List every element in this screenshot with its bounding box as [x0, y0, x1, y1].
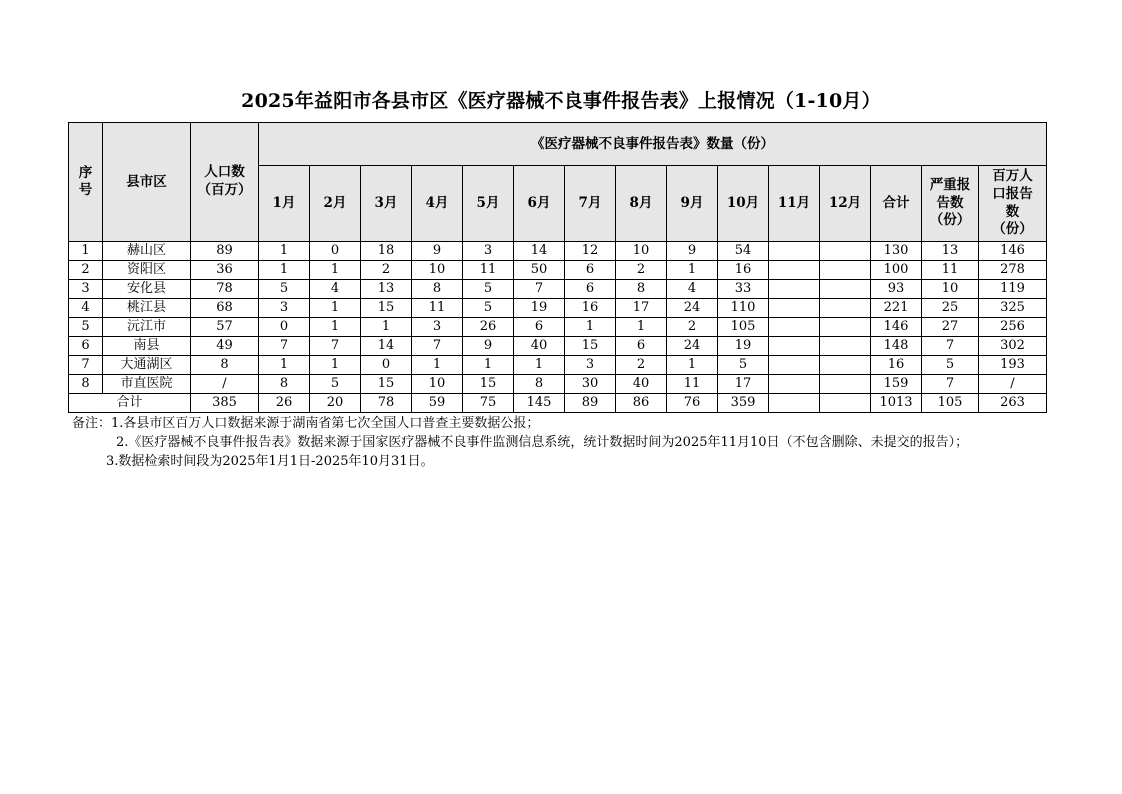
note-3: 3.数据检索时间段为2025年1月1日-2025年10月31日。: [106, 454, 434, 469]
cell-population: 57: [191, 318, 259, 337]
cell-month: 6: [565, 261, 616, 280]
header-month: 1月: [259, 166, 310, 242]
cell-month: 78: [361, 394, 412, 413]
cell-month: 105: [718, 318, 769, 337]
header-month: 10月: [718, 166, 769, 242]
cell-total: 100: [871, 261, 922, 280]
cell-seq: 6: [69, 337, 103, 356]
cell-month: 1: [310, 261, 361, 280]
cell-month: 16: [565, 299, 616, 318]
cell-month: 14: [514, 242, 565, 261]
cell-month: 15: [361, 299, 412, 318]
cell-month: 8: [259, 375, 310, 394]
cell-month: 7: [259, 337, 310, 356]
table-row: [69, 356, 1047, 375]
cell-per-million: 263: [979, 394, 1047, 413]
cell-serious: 5: [922, 356, 979, 375]
cell-county: 市直医院: [103, 375, 191, 394]
cell-month: 0: [310, 242, 361, 261]
cell-per-million: 325: [979, 299, 1047, 318]
cell-month: 5: [463, 280, 514, 299]
table-row: [69, 280, 1047, 299]
cell-month: 1: [259, 356, 310, 375]
cell-month: 4: [310, 280, 361, 299]
cell-month: 33: [718, 280, 769, 299]
note-1: 备注：1.各县市区百万人口数据来源于湖南省第七次全国人口普查主要数据公报；: [72, 416, 540, 431]
cell-month: 50: [514, 261, 565, 280]
cell-month: 1: [463, 356, 514, 375]
cell-month: 4: [667, 280, 718, 299]
cell-month: 6: [616, 337, 667, 356]
cell-month: [820, 261, 871, 280]
cell-month: 75: [463, 394, 514, 413]
cell-month: 8: [412, 280, 463, 299]
cell-month: [820, 280, 871, 299]
cell-month: [769, 375, 820, 394]
cell-county: 桃江县: [103, 299, 191, 318]
cell-population: 36: [191, 261, 259, 280]
cell-month: 10: [412, 261, 463, 280]
header-month: 9月: [667, 166, 718, 242]
cell-month: 145: [514, 394, 565, 413]
table-row: [69, 261, 1047, 280]
cell-per-million: 278: [979, 261, 1047, 280]
cell-seq: 5: [69, 318, 103, 337]
cell-month: 3: [412, 318, 463, 337]
cell-month: 15: [463, 375, 514, 394]
header-serious: [922, 166, 979, 242]
cell-total: 1013: [871, 394, 922, 413]
cell-month: 14: [361, 337, 412, 356]
cell-month: 18: [361, 242, 412, 261]
cell-population: 49: [191, 337, 259, 356]
table-row: [69, 318, 1047, 337]
cell-month: 24: [667, 337, 718, 356]
cell-month: [820, 299, 871, 318]
cell-month: 2: [667, 318, 718, 337]
header-population-text: 人口数（百万）: [197, 164, 252, 198]
cell-total: 146: [871, 318, 922, 337]
cell-month: 359: [718, 394, 769, 413]
cell-month: 3: [463, 242, 514, 261]
header-report-group: 《医疗器械不良事件报告表》数量（份）: [259, 123, 1047, 166]
cell-population: 78: [191, 280, 259, 299]
cell-month: 19: [718, 337, 769, 356]
cell-total: 93: [871, 280, 922, 299]
cell-month: 3: [259, 299, 310, 318]
cell-month: 1: [361, 318, 412, 337]
cell-month: 2: [616, 261, 667, 280]
cell-month: 10: [616, 242, 667, 261]
cell-month: 15: [361, 375, 412, 394]
cell-month: 30: [565, 375, 616, 394]
report-title: 2025年益阳市各县市区《医疗器械不良事件报告表》上报情况（1-10月）: [241, 90, 881, 112]
cell-serious: 27: [922, 318, 979, 337]
header-month: 6月: [514, 166, 565, 242]
cell-month: 19: [514, 299, 565, 318]
cell-month: 1: [310, 318, 361, 337]
cell-summary-label: 合计: [69, 394, 191, 413]
cell-month: 2: [361, 261, 412, 280]
header-month: 3月: [361, 166, 412, 242]
cell-month: 9: [412, 242, 463, 261]
cell-month: 40: [616, 375, 667, 394]
cell-total: 16: [871, 356, 922, 375]
cell-population: 8: [191, 356, 259, 375]
table-row: [69, 299, 1047, 318]
cell-month: 26: [463, 318, 514, 337]
cell-month: 1: [514, 356, 565, 375]
cell-month: 20: [310, 394, 361, 413]
cell-month: 7: [514, 280, 565, 299]
cell-population: 385: [191, 394, 259, 413]
cell-month: 8: [616, 280, 667, 299]
cell-seq: 8: [69, 375, 103, 394]
note-2: 2.《医疗器械不良事件报告表》数据来源于国家医疗器械不良事件监测信息系统，统计数据时间为2025年11月10日（不包含删除、未提交的报告）；: [116, 435, 969, 450]
cell-month: 3: [565, 356, 616, 375]
header-month: 5月: [463, 166, 514, 242]
cell-month: 5: [259, 280, 310, 299]
cell-month: 1: [259, 242, 310, 261]
cell-month: 24: [667, 299, 718, 318]
cell-month: [820, 394, 871, 413]
cell-month: 2: [616, 356, 667, 375]
table-body: [69, 242, 1047, 413]
cell-month: 11: [667, 375, 718, 394]
header-seq: [69, 123, 103, 242]
cell-month: 17: [718, 375, 769, 394]
header-per-million-text: 百万人口报告数（份）: [992, 168, 1033, 238]
cell-county: 大通湖区: [103, 356, 191, 375]
cell-county: 安化县: [103, 280, 191, 299]
cell-month: 86: [616, 394, 667, 413]
table-row: [69, 375, 1047, 394]
cell-month: 5: [463, 299, 514, 318]
cell-total: 159: [871, 375, 922, 394]
cell-per-million: 146: [979, 242, 1047, 261]
header-month: 4月: [412, 166, 463, 242]
cell-month: 110: [718, 299, 769, 318]
cell-serious: 13: [922, 242, 979, 261]
cell-month: 1: [259, 261, 310, 280]
cell-serious: 105: [922, 394, 979, 413]
cell-month: 13: [361, 280, 412, 299]
cell-seq: 3: [69, 280, 103, 299]
cell-serious: 7: [922, 375, 979, 394]
cell-month: [820, 356, 871, 375]
cell-total: 221: [871, 299, 922, 318]
cell-month: 6: [565, 280, 616, 299]
cell-per-million: 193: [979, 356, 1047, 375]
cell-month: 76: [667, 394, 718, 413]
cell-serious: 11: [922, 261, 979, 280]
cell-month: 12: [565, 242, 616, 261]
cell-month: [769, 280, 820, 299]
cell-month: [820, 375, 871, 394]
cell-month: 17: [616, 299, 667, 318]
cell-month: 5: [718, 356, 769, 375]
cell-month: [769, 318, 820, 337]
cell-month: 8: [514, 375, 565, 394]
cell-month: 1: [565, 318, 616, 337]
cell-per-million: 302: [979, 337, 1047, 356]
cell-month: 1: [310, 299, 361, 318]
cell-month: [769, 394, 820, 413]
cell-total: 148: [871, 337, 922, 356]
header-month: 7月: [565, 166, 616, 242]
cell-month: 1: [310, 356, 361, 375]
cell-month: 1: [616, 318, 667, 337]
cell-month: [769, 356, 820, 375]
cell-month: 7: [310, 337, 361, 356]
header-per-million: [979, 166, 1047, 242]
cell-county: 南县: [103, 337, 191, 356]
cell-month: 54: [718, 242, 769, 261]
header-month: 11月: [769, 166, 820, 242]
cell-month: [820, 242, 871, 261]
cell-month: 9: [463, 337, 514, 356]
cell-per-million: /: [979, 375, 1047, 394]
cell-serious: 25: [922, 299, 979, 318]
cell-month: [769, 299, 820, 318]
table-row: [69, 242, 1047, 261]
notes: [72, 414, 1062, 471]
header-population: [191, 123, 259, 242]
header-seq-text: 序号: [78, 165, 93, 198]
cell-month: 26: [259, 394, 310, 413]
report-table: [68, 122, 1047, 413]
cell-per-million: 256: [979, 318, 1047, 337]
cell-month: 9: [667, 242, 718, 261]
cell-population: 68: [191, 299, 259, 318]
cell-seq: 7: [69, 356, 103, 375]
cell-month: [769, 242, 820, 261]
cell-month: 1: [412, 356, 463, 375]
cell-month: 6: [514, 318, 565, 337]
cell-total: 130: [871, 242, 922, 261]
cell-month: [769, 337, 820, 356]
header-serious-text: 严重报告数（份）: [929, 177, 971, 229]
cell-per-million: 119: [979, 280, 1047, 299]
cell-month: [820, 318, 871, 337]
cell-month: 1: [667, 356, 718, 375]
cell-month: [820, 337, 871, 356]
cell-county: 赫山区: [103, 242, 191, 261]
cell-month: 89: [565, 394, 616, 413]
cell-seq: 2: [69, 261, 103, 280]
header-month: 12月: [820, 166, 871, 242]
cell-county: 资阳区: [103, 261, 191, 280]
cell-month: 11: [412, 299, 463, 318]
cell-serious: 7: [922, 337, 979, 356]
cell-population: /: [191, 375, 259, 394]
cell-month: 0: [361, 356, 412, 375]
cell-month: 5: [310, 375, 361, 394]
cell-serious: 10: [922, 280, 979, 299]
cell-county: 沅江市: [103, 318, 191, 337]
cell-month: 1: [667, 261, 718, 280]
cell-month: 11: [463, 261, 514, 280]
table-row: [69, 337, 1047, 356]
cell-month: 16: [718, 261, 769, 280]
header-month: 2月: [310, 166, 361, 242]
cell-month: 0: [259, 318, 310, 337]
header-month: 8月: [616, 166, 667, 242]
cell-month: 40: [514, 337, 565, 356]
cell-seq: 1: [69, 242, 103, 261]
summary-row: [69, 394, 1047, 413]
cell-month: [769, 261, 820, 280]
cell-month: 10: [412, 375, 463, 394]
header-total: 合计: [871, 166, 922, 242]
cell-month: 7: [412, 337, 463, 356]
cell-population: 89: [191, 242, 259, 261]
header-county: 县市区: [103, 123, 191, 242]
cell-month: 59: [412, 394, 463, 413]
cell-seq: 4: [69, 299, 103, 318]
cell-month: 15: [565, 337, 616, 356]
